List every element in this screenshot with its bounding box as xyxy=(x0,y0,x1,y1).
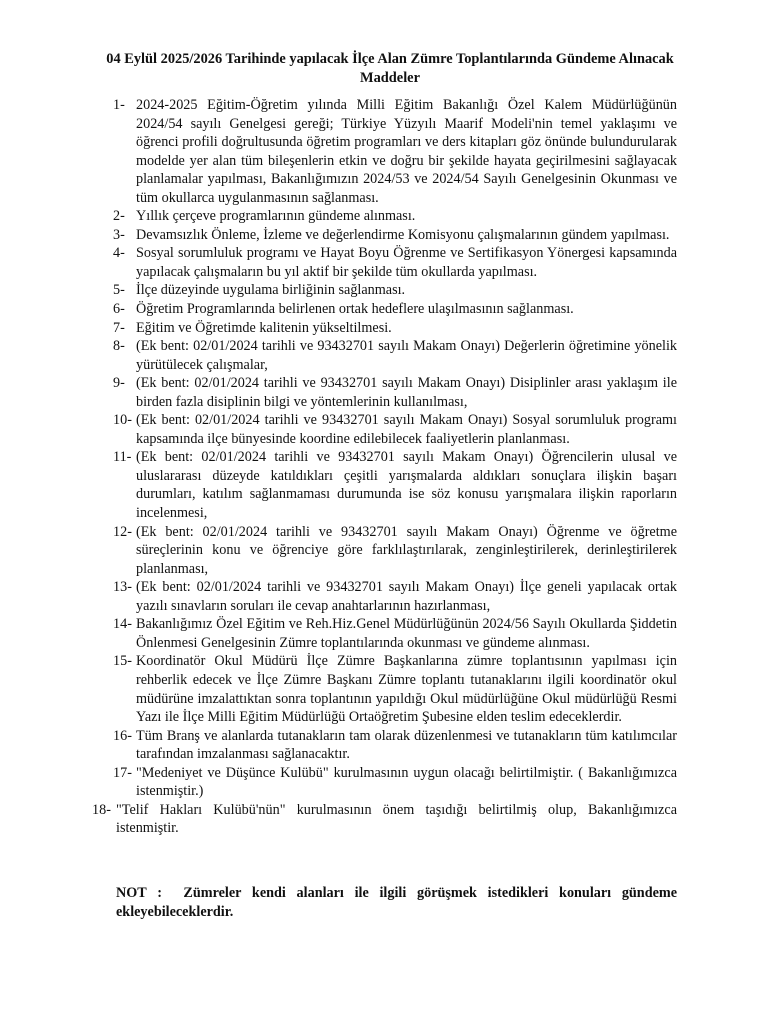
item-text: 2024-2025 Eğitim-Öğretim yılında Milli Eğitim Bakanlığı Özel Kalem Müdürlüğünün 2024/54 sayılı Genelgesi gereği; Türkiye Yüzyılı Maarif Modeli'nin temel yaklaşımı ve öğrenci profili doğrultusunda öğretim programları ve ders kitapları göz önünde bulundurularak modelde yer alan tüm bileşenlerin etkin ve doğru bir şekilde hayata geçirilmesini sağlayacak planlamalar yapılması, Bakanlığımızın 2024/53 ve 2024/54 Sayılı Genelgesinin Okunması ve tüm okullarca uygulanmasının sağlanması. xyxy=(136,97,677,206)
list-item xyxy=(113,281,677,300)
item-number: 11- xyxy=(113,449,132,466)
note-label: NOT : xyxy=(116,885,184,901)
item-text: Eğitim ve Öğretimde kalitenin yükseltilmesi. xyxy=(136,319,392,336)
item-text: Sosyal sorumluluk programı ve Hayat Boyu Öğrenme ve Sertifikasyon Yönergesi kapsamında yapılacak çalışmaların bu yıl aktif bir şekilde tüm okullarda yapılması. xyxy=(136,245,677,280)
note-text: Zümreler kendi alanları ile ilgili görüşmek istedikleri konuları gündeme ekleyebileceklerdir. xyxy=(116,885,678,920)
agenda-list xyxy=(92,96,677,838)
item-number: 15- xyxy=(113,653,132,670)
list-item xyxy=(113,615,677,652)
item-text: İlçe düzeyinde uygulama birliğinin sağlanması. xyxy=(136,282,406,299)
item-number: 1- xyxy=(113,97,125,113)
item-number: 8- xyxy=(113,338,125,355)
list-item xyxy=(113,207,677,226)
item-text: (Ek bent: 02/01/2024 tarihli ve 93432701 sayılı Makam Onayı) Öğrenme ve öğretme süreçlerinin konu ve öğrenciye göre farklılaştırılarak, zenginleştirilerek, derinleştirilerek planlanması, xyxy=(136,523,677,577)
list-item xyxy=(113,319,677,338)
list-item xyxy=(113,448,677,522)
item-text: Bakanlığımız Özel Eğitim ve Reh.Hiz.Genel Müdürlüğünün 2024/56 Sayılı Okullarda Şiddetin Önlenmesi Genelgesinin Zümre toplantılarında okunması ve gündeme alınması. xyxy=(136,616,677,651)
item-text: (Ek bent: 02/01/2024 tarihli ve 93432701 sayılı Makam Onayı) Öğrencilerin ulusal ve uluslararası düzeyde katıldıkları çeşitli yarışmalarda aldıkları sonuçlara ilişkin başarı durumları, katılım sağlanmaması durumunda ise söz konusu yarışmalara ilişkin raporların incelenmesi, xyxy=(136,449,677,522)
item-text: (Ek bent: 02/01/2024 tarihli ve 93432701 sayılı Makam Onayı) Değerlerin öğretimine yönelik yürütülecek çalışmalar, xyxy=(136,338,677,373)
item-number: 12- xyxy=(113,523,132,540)
item-number: 3- xyxy=(113,226,125,243)
note-paragraph xyxy=(116,884,677,922)
item-number: 4- xyxy=(113,245,125,262)
item-text: Koordinatör Okul Müdürü İlçe Zümre Başkanlarına zümre toplantısının yapılması için rehberlik edecek ve İlçe Zümre Başkanı Zümre toplantı tutanaklarını ilgili koordinatör okul müdürüne imzalattıktan sonra toplantının yapıldığı Okul müdürlüğüne Okul müdürlüğü Resmi Yazı ile İlçe Milli Eğitim Müdürlüğü Ortaöğretim Şubesine elden teslim edeceklerdir. xyxy=(136,653,677,726)
list-item xyxy=(113,337,677,374)
item-number: 10- xyxy=(113,412,132,429)
item-text: (Ek bent: 02/01/2024 tarihli ve 93432701 sayılı Makam Onayı) Sosyal sorumluluk programı kapsamında ilçe bünyesinde koordine edilebilecek faaliyetlerin planlanması. xyxy=(136,412,677,447)
list-item xyxy=(113,764,677,801)
item-number: 9- xyxy=(113,375,125,392)
item-number: 2- xyxy=(113,208,125,225)
list-item xyxy=(113,226,677,245)
item-text: Devamsızlık Önleme, İzleme ve değerlendirme Komisyonu çalışmalarının gündem yapılması. xyxy=(136,226,670,243)
document-title: 04 Eylül 2025/2026 Tarihinde yapılacak İlçe Alan Zümre Toplantılarında Gündeme Alınacak Maddeler xyxy=(106,51,674,86)
item-number: 18- xyxy=(92,801,111,818)
item-number: 13- xyxy=(113,579,132,596)
list-item xyxy=(113,652,677,726)
list-item xyxy=(113,411,677,448)
item-number: 17- xyxy=(113,764,132,781)
list-item xyxy=(113,727,677,764)
list-item xyxy=(113,300,677,319)
item-text: (Ek bent: 02/01/2024 tarihli ve 93432701 sayılı Makam Onayı) İlçe geneli yapılacak ortak yazılı sınavların soruları ile cevap anahtarlarının hazırlanması, xyxy=(136,579,677,614)
list-item xyxy=(113,244,677,281)
item-number: 7- xyxy=(113,319,125,336)
list-item xyxy=(113,374,677,411)
item-text: Öğretim Programlarında belirlenen ortak hedeflere ulaşılmasının sağlanması. xyxy=(136,301,574,318)
item-number: 14- xyxy=(113,616,132,633)
item-text: "Medeniyet ve Düşünce Kulübü" kurulmasının uygun olacağı belirtilmiştir. ( Bakanlığımızca istenmiştir.) xyxy=(136,764,677,800)
item-number: 6- xyxy=(113,301,125,318)
item-number: 5- xyxy=(113,282,125,299)
item-text: (Ek bent: 02/01/2024 tarihli ve 93432701 sayılı Makam Onayı) Disiplinler arası yaklaşım ile birden fazla disiplinin bilgi ve yöntemlerinin kullanılması, xyxy=(136,375,677,410)
list-item xyxy=(92,801,677,838)
item-text: Yıllık çerçeve programlarının gündeme alınması. xyxy=(136,208,416,225)
list-item xyxy=(113,578,677,615)
list-item xyxy=(113,96,677,207)
item-text: Tüm Branş ve alanlarda tutanakların tam olarak düzenlenmesi ve tutanakların tüm katılımcılar tarafından imzalanması sağlanacaktır. xyxy=(136,727,677,763)
list-item xyxy=(113,523,677,579)
item-number: 16- xyxy=(113,727,132,744)
item-text: "Telif Hakları Kulübü'nün" kurulmasının önem taşıdığı belirtilmiş olup, Bakanlığımızca istenmiştir. xyxy=(116,801,677,837)
